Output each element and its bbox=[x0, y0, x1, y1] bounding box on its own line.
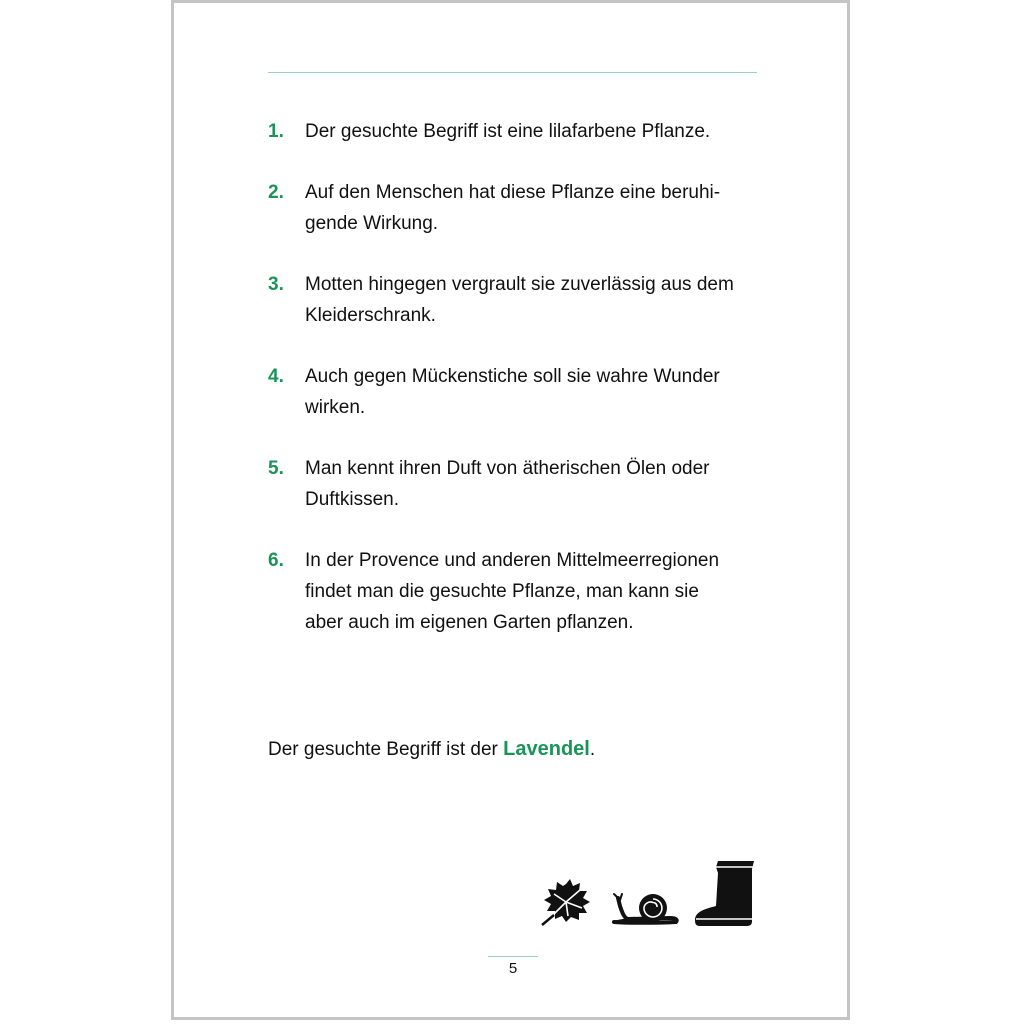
clue-text: Auch gegen Mückenstiche soll sie wahre Wunder wirken. bbox=[305, 366, 720, 418]
decorative-icons bbox=[536, 856, 766, 928]
answer-prefix: Der gesuchte Begriff ist der bbox=[268, 739, 504, 760]
clue-item bbox=[268, 453, 768, 515]
clue-item bbox=[268, 545, 768, 638]
clue-item bbox=[268, 177, 768, 239]
clue-number: 4. bbox=[268, 366, 284, 387]
answer-line bbox=[268, 734, 595, 765]
page-number: 5 bbox=[508, 960, 518, 977]
clue-item bbox=[268, 269, 768, 331]
clue-text: Auf den Menschen hat diese Pflanze eine beruhi- gende Wirkung. bbox=[305, 182, 721, 234]
clue-text: Motten hingegen vergrault sie zuverlässig aus dem Kleiderschrank. bbox=[305, 274, 734, 326]
clue-number: 3. bbox=[268, 274, 284, 295]
snail-icon bbox=[610, 892, 680, 926]
clue-text: Der gesuchte Begriff ist eine lilafarbene Pflanze. bbox=[305, 121, 711, 142]
clue-list bbox=[268, 116, 768, 668]
clue-item bbox=[268, 361, 768, 423]
footer-rule bbox=[488, 956, 538, 957]
top-rule bbox=[268, 72, 757, 73]
answer-word: Lavendel bbox=[503, 738, 590, 760]
rubber-boot-icon bbox=[694, 859, 758, 927]
clue-number: 1. bbox=[268, 121, 284, 142]
clue-number: 2. bbox=[268, 182, 284, 203]
clue-text: Man kennt ihren Duft von ätherischen Ölen oder Duftkissen. bbox=[305, 458, 710, 510]
leaf-icon bbox=[540, 878, 592, 926]
clue-number: 5. bbox=[268, 458, 284, 479]
clue-number: 6. bbox=[268, 550, 284, 571]
clue-text: In der Provence und anderen Mittelmeerregionen findet man die gesuchte Pflanze, man kann sie aber auch im eigenen Garten pflanzen. bbox=[305, 550, 720, 633]
clue-item bbox=[268, 116, 768, 147]
answer-suffix: . bbox=[589, 739, 596, 760]
